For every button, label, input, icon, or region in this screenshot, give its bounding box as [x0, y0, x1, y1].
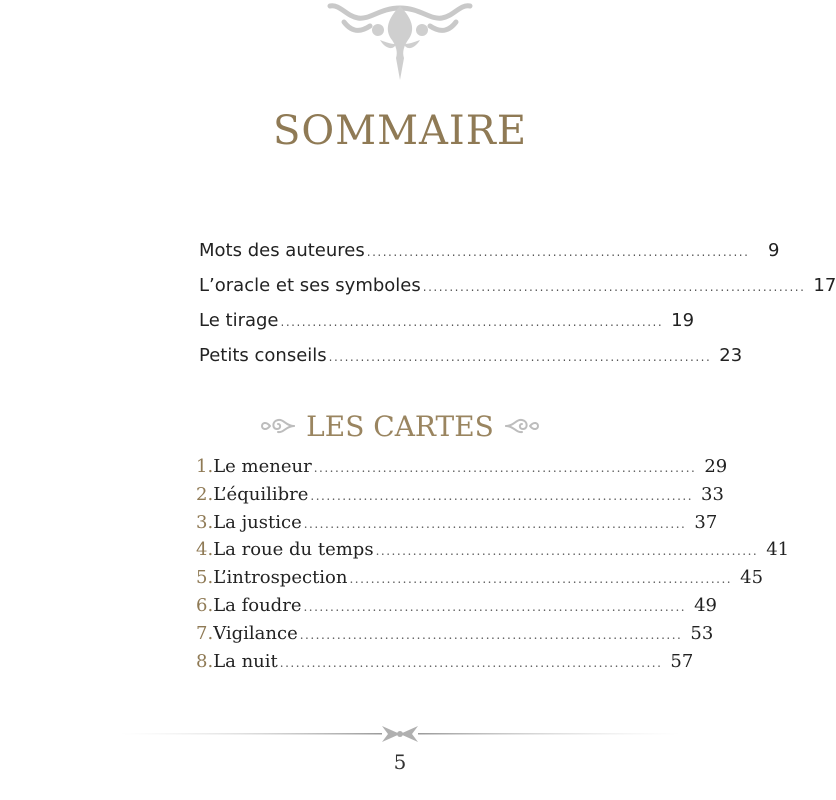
- toc-entry: [199, 240, 780, 275]
- toc-entry-page: 23: [719, 345, 743, 366]
- card-entry: [196, 650, 694, 679]
- dot-leader: ........................................................................: [422, 280, 806, 294]
- card-page: 29: [704, 456, 728, 477]
- toc-entry-page: 9: [767, 240, 780, 261]
- card-page: 53: [690, 622, 714, 644]
- toc-entry-label: Petits conseils: [199, 345, 327, 366]
- card-entry: [196, 622, 714, 651]
- card-page: 49: [694, 594, 718, 616]
- dot-leader: ........................................................................: [313, 461, 697, 475]
- page-title: SOMMAIRE: [272, 108, 528, 154]
- card-number: 6.: [196, 594, 214, 616]
- left-flourish-icon: [260, 415, 296, 437]
- card-label: L’introspection: [213, 567, 348, 589]
- card-label: La foudre: [213, 594, 302, 616]
- dot-leader: ........................................................................: [349, 572, 733, 587]
- card-number: 5.: [196, 567, 214, 589]
- card-page: 37: [694, 511, 718, 533]
- dot-leader: ........................................................................: [303, 516, 687, 531]
- dot-leader: ........................................................................: [328, 350, 712, 364]
- card-label: La nuit: [213, 650, 278, 672]
- right-flourish-icon: [504, 415, 540, 437]
- card-number: 1.: [196, 456, 214, 477]
- card-entry: [196, 567, 764, 595]
- card-entry: [196, 539, 790, 567]
- card-number: 8.: [196, 650, 214, 672]
- footer-divider-ornament-icon: [120, 722, 680, 746]
- dot-leader: ........................................................................: [279, 655, 663, 670]
- card-page: 41: [766, 539, 790, 561]
- toc-entry-page: 19: [671, 310, 695, 331]
- card-number: 7.: [196, 622, 214, 644]
- card-entry: [196, 456, 728, 484]
- card-label: Vigilance: [213, 622, 298, 644]
- card-label: Le meneur: [213, 456, 312, 477]
- card-label: La justice: [213, 511, 302, 533]
- toc-entry-label: Le tirage: [199, 310, 279, 331]
- page-number: 5: [393, 750, 407, 774]
- toc-entry-page: 17: [813, 275, 836, 296]
- top-flourish-ornament-icon: [310, 0, 490, 82]
- toc-entry-label: L’oracle et ses symboles: [199, 275, 421, 296]
- card-page: 45: [740, 567, 764, 589]
- toc-entry: [199, 345, 743, 380]
- toc-entry: [199, 275, 836, 310]
- dot-leader: ........................................................................: [299, 627, 683, 642]
- cards-section-heading: [0, 405, 800, 447]
- table-of-contents: [199, 240, 836, 380]
- dot-leader: ........................................................................: [280, 315, 664, 329]
- cards-section-title: LES CARTES: [306, 409, 494, 443]
- cards-list: [196, 456, 790, 678]
- card-entry: [196, 511, 718, 540]
- card-label: La roue du temps: [213, 539, 374, 561]
- toc-entry: [199, 310, 695, 345]
- card-label: L’équilibre: [213, 483, 309, 505]
- card-number: 2.: [196, 483, 214, 505]
- dot-leader: ........................................................................: [375, 544, 759, 559]
- dot-leader: ........................................................................: [303, 599, 687, 614]
- card-number: 4.: [196, 539, 214, 561]
- toc-entry-label: Mots des auteures: [199, 240, 365, 261]
- dot-leader: ........................................................................: [366, 245, 750, 259]
- card-page: 57: [670, 650, 694, 672]
- card-page: 33: [701, 483, 724, 505]
- dot-leader: ........................................................................: [310, 488, 694, 503]
- card-number: 3.: [196, 511, 214, 533]
- card-entry: [196, 483, 724, 512]
- card-entry: [196, 594, 718, 623]
